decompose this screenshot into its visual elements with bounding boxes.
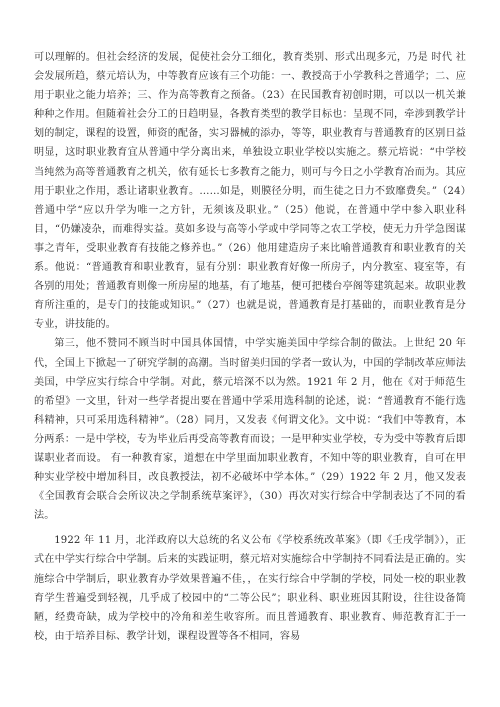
paragraph: 可以理解的。但社会经济的发展，促使社会分工细化，教育类别、形式出现多元，乃是 时代 社会发展所趋，蔡元培认为，中等教育应该有三个功能：一、教授高于小学教科之普通学；二、应用于职业之能力培养；三、作为高等教育之预备。（23）在民国教育初创时期，可以以一机关兼种种之作用。但随着社会分工的日趋明显，各教育类型的教学目标也：呈现不同，牵涉到教学计划的制定，课程的设置，师资的配备，实习器械的添办，等等，职业教育与普通教育的区别日益明显，这时职业教育宜从普通中学分离出来，单独设立职业学校以实施之。蔡元培说：“中学校当纯然为高等普通教育之机关，依有延长七多教育之能力，则可与今日之小学教育冶而为。其应用于职业之作用，悉让诸职业教育。……如是，则膜径分明，而生徒之日力不致靡费矣。”（24）普通中学“应以升学为唯一之方针，无须该及职业。”（25）他说，在普通中学中参入职业科目，“仍嫌凌杂，而难得实益。莫如多设与高等小学或中学同等之农工学校，使无力升学急图谋事之青年，受职业教育有技能之修养也。”（26）他用建造房子来比喻普通教育和职业教育的关系。他说：“普通教育和职业教育，显有分别：职业教育好像一所房子，内分教室、寝室等，有各别的用处；普通教育则像一所房屋的地基，有了地基，便可把楼台亭阁等建筑起来。故职业教育所注重的，是专门的技能或知识。”（27）也就是说，普通教育是打基础的，而职业教育是分专业，讲技能的。	[34, 52, 466, 331]
paragraph: 第三，他不赞同不顾当时中国具体国情，中学实施美国中学综合制的做法。上世纪 20 年代，全国上下掀起一了研究学制的高潮。当时留美归国的学者一致认为，中国的学制改革应师法美国，中学应实行综合中学制。对此，蔡元培深不以为然。1921 年 2 月，他在《对于师范生的希望》一文里，针对一些学者提出要在普通中学采用选科制的论述，说：“普通教育不能行选科精神，只可采用选科精神”。（28）同月，又发表《何谓文化》。文中说：“我们中等教育，本分两系：一是中学校，专为毕业后再受高等教育而设；一是甲种实业学校，专为受中等教育后即谋职业者而设。 有一种教育家，道想在中学里面加职业教育，不知中等的职业教育，自可在甲种实业学校中增加科目，改良教授法，初不必破坏中学本体。”（29）1922 年 2 月，他又发表《全国教育会联合会所议决之学制系统草案评》，（30）再次对实行综合中学制表达了不同的看法。	[34, 338, 466, 522]
paragraph: 1922 年 11 月，北洋政府以大总统的名义公布《学校系统改革案》（即《壬戌学制》），正式在中学实行综合中学制。后来的实践证明，蔡元培对实施综合中学制持不同看法是正确的。实施综合中学制后，职业教育办学效果普遍不佳，，在实行综合中学制的学校，同处一校的职业教育学生普遍受到轻视，几乎成了校园中的“二等公民”；职业科、职业班因其附设，往往设备简陋，经费奇缺，成为学校中的冷角和差生收容所。而且普通教育、职业教育、师范教育汇于一校，由于培养目标、教学计划，课程设置等各不相同，容易	[34, 535, 466, 642]
document-body	[34, 48, 466, 646]
